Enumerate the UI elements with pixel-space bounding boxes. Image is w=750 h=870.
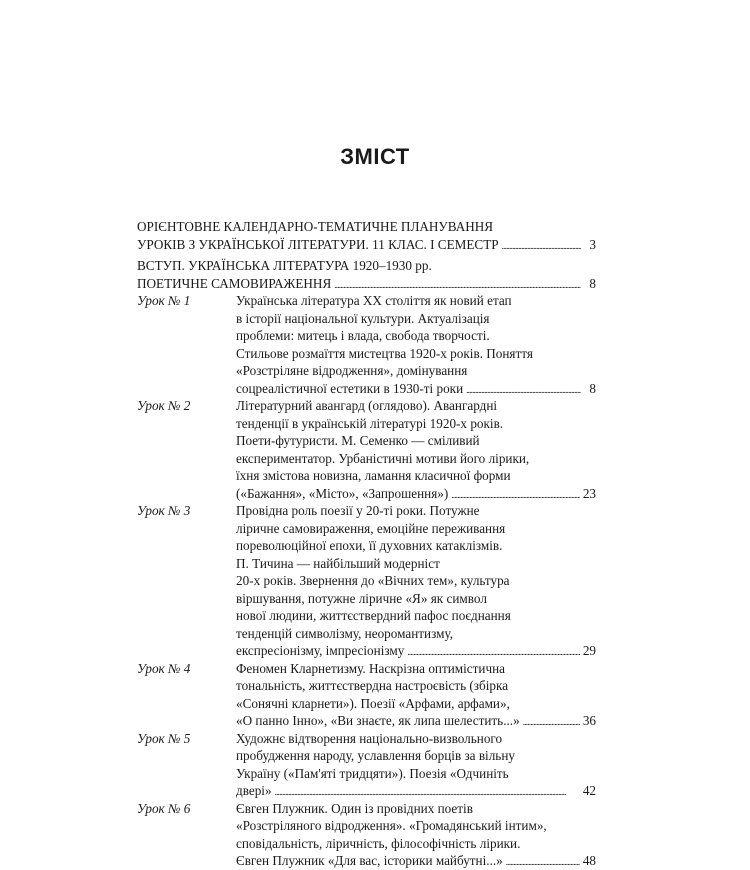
section-heading-line: УРОКІВ З УКРАЇНСЬКОЇ ЛІТЕРАТУРИ. 11 КЛАС. І СЕМЕСТР xyxy=(137,236,499,252)
lesson-description xyxy=(236,800,596,870)
lesson-line: віршування, потужне ліричне «Я» як символ xyxy=(236,590,487,606)
lesson-line: Українська література XX століття як новий етап xyxy=(236,293,512,308)
lesson-line: двері» xyxy=(236,783,272,798)
dot-leader xyxy=(523,712,580,730)
lesson-line: Україну («Пам'яті тридцяти»). Поезія «Одчиніть xyxy=(236,765,509,781)
dot-leader xyxy=(506,852,580,870)
page-number: 8 xyxy=(589,380,596,396)
lesson-line: ліричне самовираження, емоційне переживання xyxy=(236,520,506,536)
lesson-line: Провідна роль поезії у 20-ті роки. Потужне xyxy=(236,503,480,518)
page-number: 23 xyxy=(582,485,596,501)
lesson-last-line xyxy=(236,852,596,870)
section-heading-line: ВСТУП. УКРАЇНСЬКА ЛІТЕРАТУРА 1920–1930 рр. xyxy=(137,258,432,273)
page-number: 42 xyxy=(582,783,596,798)
lesson-line: «О панно Інно», «Ви знаєте, як липа шелестить...» xyxy=(236,713,520,728)
lesson-line: в історії національної культури. Актуалізація xyxy=(236,310,490,326)
lesson-label: Урок № 4 xyxy=(137,660,191,676)
lesson-line: тональність, життєствердна настроєвість (збірка xyxy=(236,678,509,693)
lesson-last-line xyxy=(236,642,596,660)
lesson-label: Урок № 3 xyxy=(137,503,191,518)
lesson-line: «Розстріляного відродження». «Громадянський інтим», xyxy=(236,818,547,833)
lesson-line: П. Тичина — найбільший модерніст xyxy=(236,555,440,571)
toc-section[interactable] xyxy=(137,218,596,253)
toc-lesson-entry[interactable] xyxy=(137,730,596,800)
lesson-last-line xyxy=(236,485,596,503)
lesson-line: Євген Плужник «Для вас, історики майбутні...» xyxy=(236,853,503,868)
lesson-line: їхня змістова новизна, ламання класичної форми xyxy=(236,468,511,483)
lesson-description xyxy=(236,292,596,397)
lesson-label: Урок № 6 xyxy=(137,800,191,816)
lesson-line: пореволюційної епохи, її духовних катаклізмів. xyxy=(236,538,503,553)
table-of-contents xyxy=(137,218,596,870)
page-number: 29 xyxy=(582,643,596,658)
dot-leader xyxy=(502,236,581,254)
lesson-line: тенденцій символізму, неоромантизму, xyxy=(236,625,454,641)
lesson-line: Стильове розмаїття мистецтва 1920-х років. Поняття xyxy=(236,345,533,361)
page-number: 3 xyxy=(589,236,596,252)
lesson-line: Літературний авангард (оглядово). Авангардні xyxy=(236,398,498,413)
section-heading-entry xyxy=(137,236,596,254)
lesson-line: пробудження народу, уславлення борців за вільну xyxy=(236,748,515,763)
lesson-line: Поети-футуристи. М. Семенко — сміливий xyxy=(236,433,480,448)
lesson-description xyxy=(236,660,596,730)
lesson-line: 20-х років. Звернення до «Вічних тем», культура xyxy=(236,573,510,588)
toc-lesson-entry[interactable] xyxy=(137,800,596,870)
lesson-line: Феномен Кларнетизму. Наскрізна оптимістична xyxy=(236,660,506,676)
lesson-last-line xyxy=(236,712,596,730)
toc-lesson-entry[interactable] xyxy=(137,660,596,730)
lesson-line: нової людини, життєствердний пафос поєднання xyxy=(236,608,511,623)
section-heading-line: ОРІЄНТОВНЕ КАЛЕНДАРНО-ТЕМАТИЧНЕ ПЛАНУВАННЯ xyxy=(137,219,494,234)
section-heading-line: ПОЕТИЧНЕ САМОВИРАЖЕННЯ xyxy=(137,275,332,291)
toc-lesson-entry[interactable] xyxy=(137,397,596,502)
dot-leader xyxy=(451,485,580,503)
page-number: 36 xyxy=(582,713,596,728)
lesson-description xyxy=(236,397,596,502)
dot-leader xyxy=(275,782,580,800)
lesson-line: «Розстріляне відродження», домінування xyxy=(236,363,468,378)
lesson-line: експресіонізму, імпресіонізму xyxy=(236,643,405,658)
lesson-line: Художнє відтворення національно-визвольного xyxy=(236,730,503,746)
lesson-line: експериментатор. Урбаністичні мотиви його лірики, xyxy=(236,450,530,466)
lesson-line: проблеми: митець і влада, свобода творчості. xyxy=(236,328,490,343)
page-number: 48 xyxy=(582,853,596,868)
lesson-label: Урок № 1 xyxy=(137,293,191,308)
lesson-label: Урок № 5 xyxy=(137,730,191,746)
dot-leader xyxy=(407,642,579,660)
toc-section[interactable] xyxy=(137,257,596,292)
section-heading-entry xyxy=(137,275,596,293)
lesson-last-line xyxy=(236,782,596,800)
toc-lesson-entry[interactable] xyxy=(137,502,596,660)
lesson-description xyxy=(236,502,596,660)
lesson-last-line xyxy=(236,380,596,398)
toc-lesson-entry[interactable] xyxy=(137,292,596,397)
page-number: 8 xyxy=(589,275,596,291)
lesson-label: Урок № 2 xyxy=(137,398,191,413)
lesson-line: Євген Плужник. Один із провідних поетів xyxy=(236,800,473,816)
lesson-line: («Бажання», «Місто», «Запрошення») xyxy=(236,485,449,501)
lesson-line: соцреалістичної естетики в 1930-ті роки xyxy=(236,380,464,396)
dot-leader xyxy=(466,380,581,398)
lesson-description xyxy=(236,730,596,800)
dot-leader xyxy=(334,275,581,293)
lesson-line: тенденції в українській літературі 1920-х років. xyxy=(236,415,504,431)
page-title: ЗМІСТ xyxy=(340,144,410,169)
lesson-line: сповідальність, ліричність, філософічність лірики. xyxy=(236,835,521,851)
lesson-line: «Сонячні кларнети»). Поезії «Арфами, арфами», xyxy=(236,695,510,711)
